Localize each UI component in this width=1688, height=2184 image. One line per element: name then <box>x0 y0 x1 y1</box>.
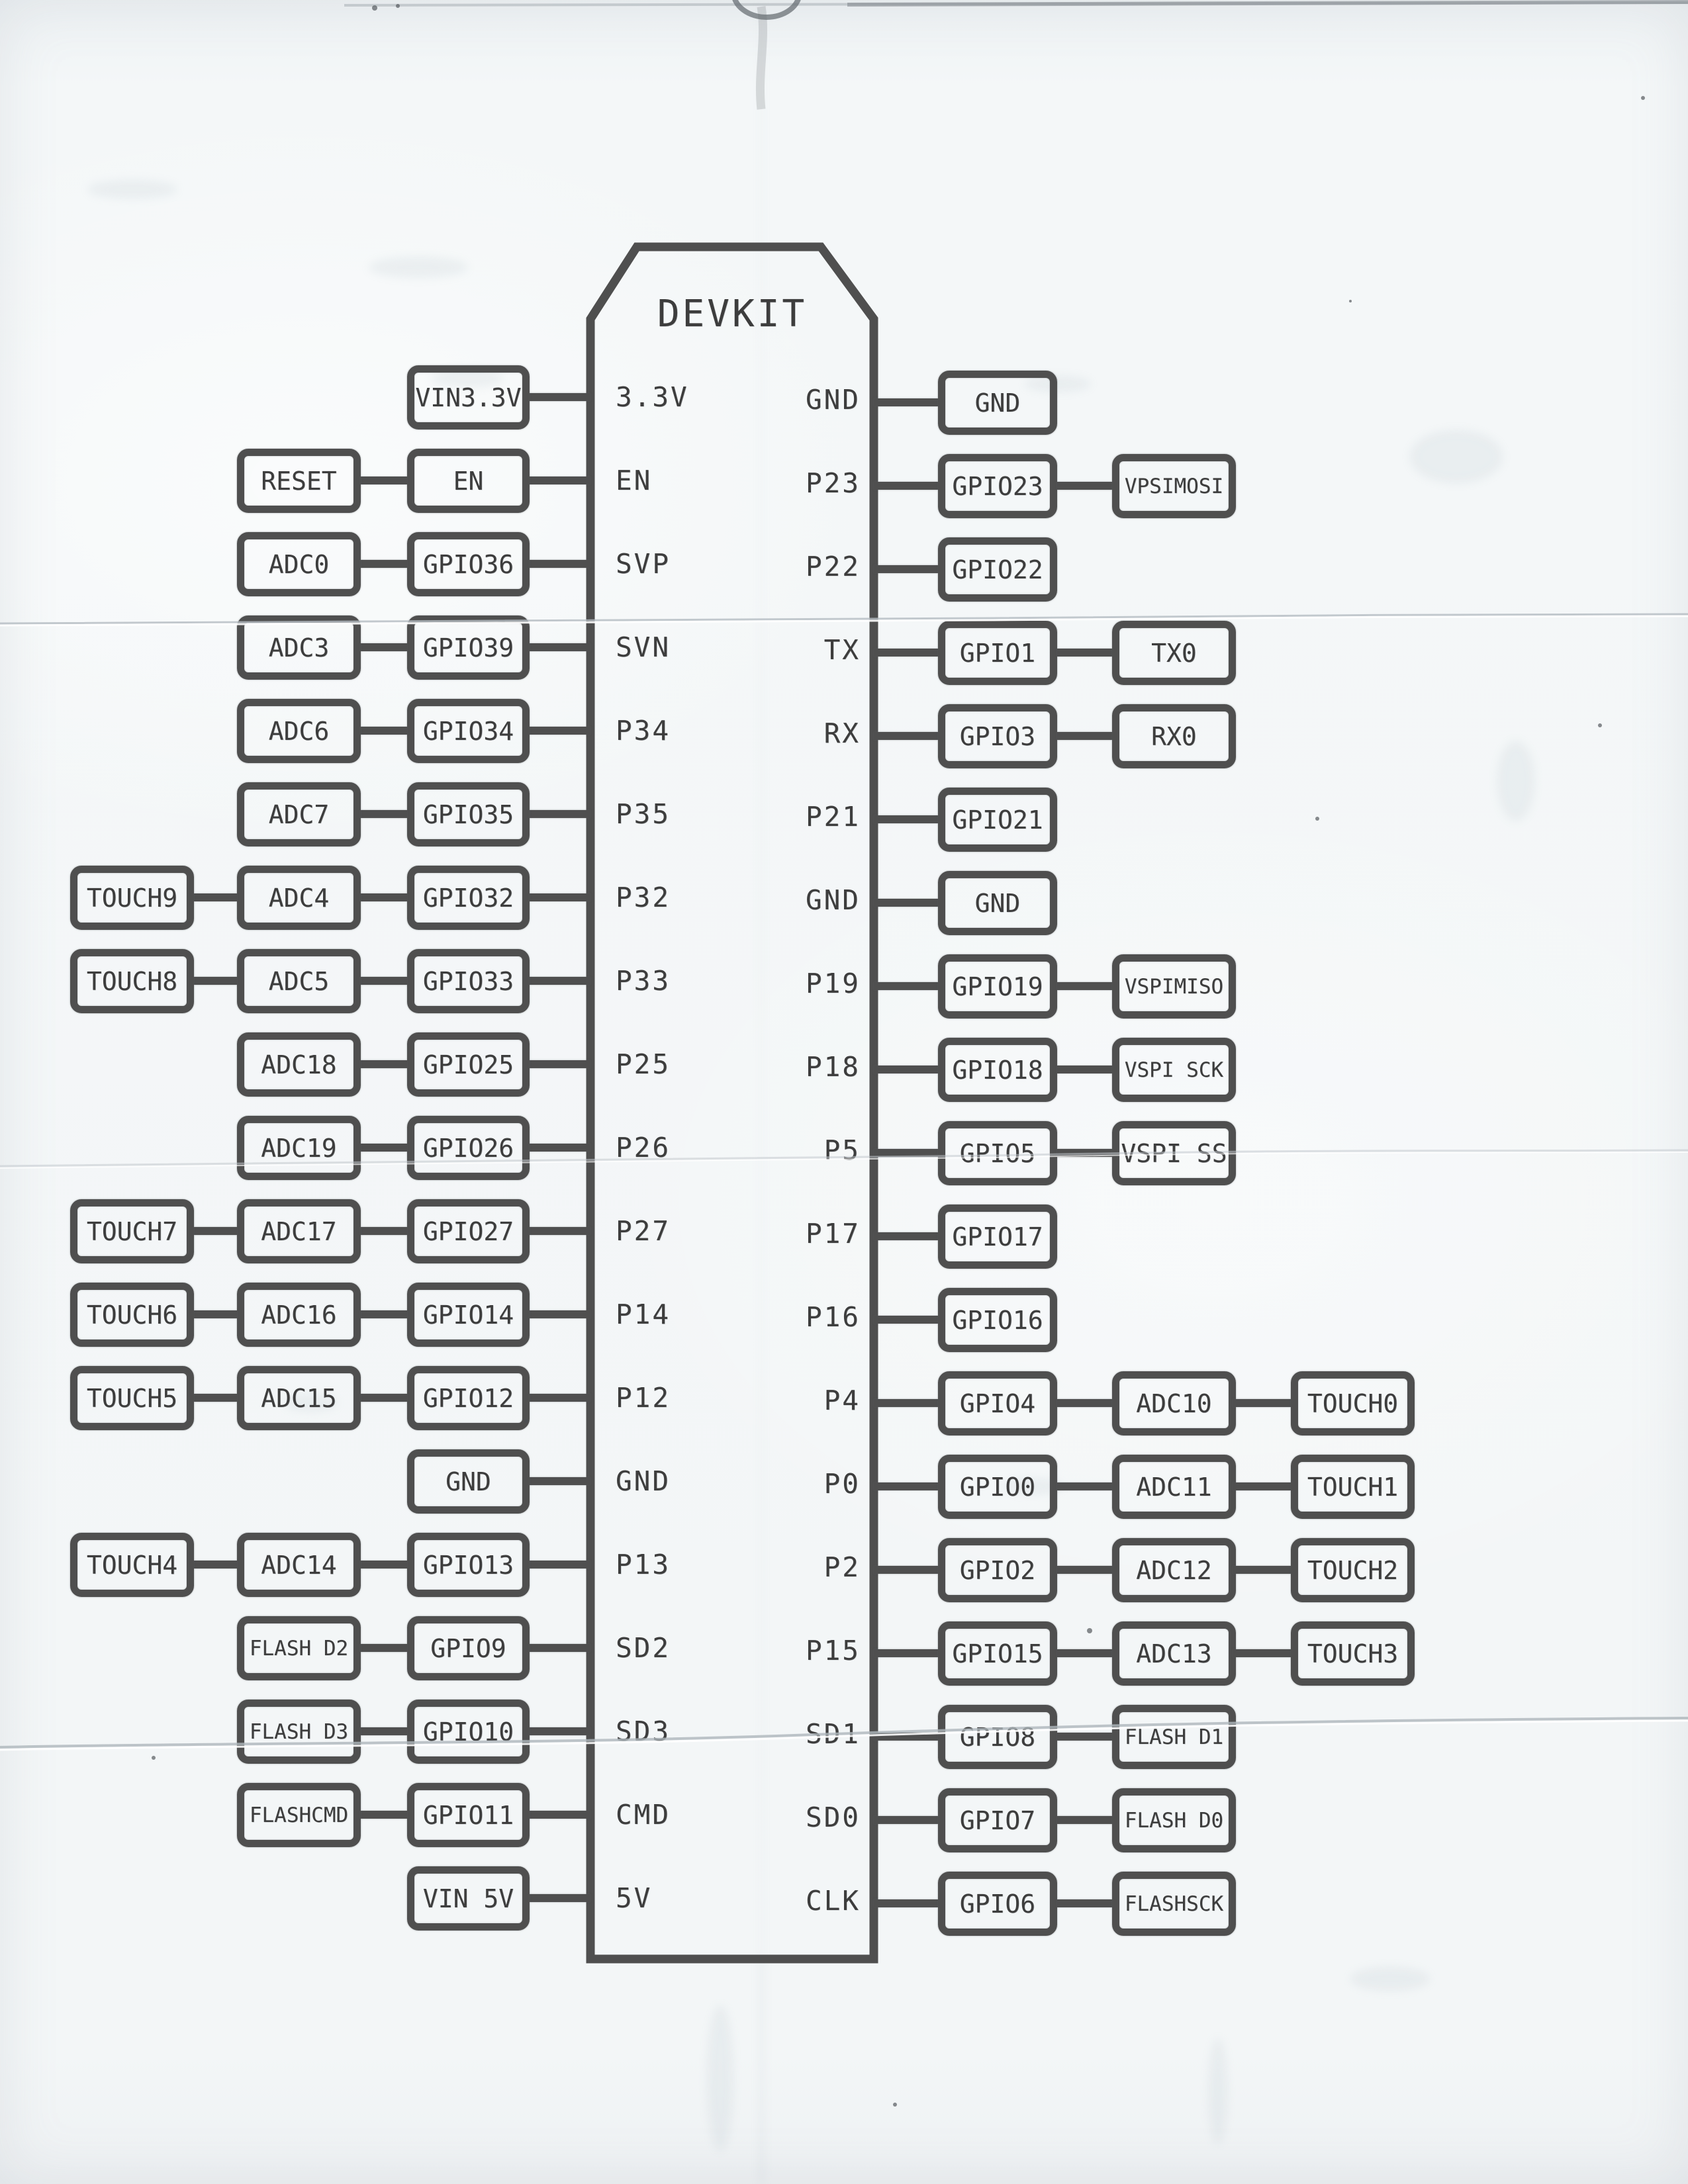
box-adc0: ADC0 <box>237 532 361 596</box>
wire <box>874 732 938 740</box>
box-flashcmd: FLASHCMD <box>237 1783 361 1847</box>
box-gpio3: GPIO3 <box>938 704 1057 768</box>
wire <box>874 1399 938 1407</box>
wire <box>1057 649 1112 657</box>
box-flashsck: FLASHSCK <box>1112 1872 1236 1936</box>
wire <box>874 482 938 490</box>
box-adc11: ADC11 <box>1112 1455 1236 1519</box>
wire <box>530 727 590 735</box>
chip-body <box>590 247 874 1959</box>
pin-right-p18: P18 <box>805 1051 861 1083</box>
punch-hole-mark <box>733 0 800 17</box>
box-gpio27: GPIO27 <box>407 1199 530 1263</box>
box-gpio18: GPIO18 <box>938 1038 1057 1102</box>
box-adc10: ADC10 <box>1112 1371 1236 1435</box>
box-gnd: GND <box>938 871 1057 935</box>
pin-right-p4: P4 <box>823 1385 861 1416</box>
ink-speck <box>152 4 1645 2107</box>
wire <box>1057 1899 1112 1907</box>
pin-left-p13: P13 <box>616 1549 671 1580</box>
wire <box>530 1894 590 1902</box>
box-rx0: RX0 <box>1112 704 1236 768</box>
box-gpio13: GPIO13 <box>407 1533 530 1597</box>
box-touch6: TOUCH6 <box>70 1283 194 1347</box>
wire <box>194 1227 237 1235</box>
wire <box>530 1811 590 1819</box>
box-vspi-ss: VSPI SS <box>1112 1121 1236 1185</box>
box-adc16: ADC16 <box>237 1283 361 1347</box>
wire <box>194 1561 237 1569</box>
wire <box>361 643 407 651</box>
pin-right-p23: P23 <box>805 467 861 499</box>
box-adc5: ADC5 <box>237 949 361 1013</box>
box-vpsimosi: VPSIMOSI <box>1112 454 1236 518</box>
wire <box>194 1394 237 1402</box>
pin-right-gnd: GND <box>805 884 861 916</box>
wire <box>530 477 590 484</box>
wire <box>530 1477 590 1485</box>
wire <box>194 977 237 985</box>
pin-left-svn: SVN <box>616 631 671 663</box>
box-vin-5v: VIN 5V <box>407 1866 530 1931</box>
box-vspi-sck: VSPI SCK <box>1112 1038 1236 1102</box>
wire <box>874 1733 938 1741</box>
wire <box>361 727 407 735</box>
wire <box>1233 1649 1291 1657</box>
box-gpio32: GPIO32 <box>407 866 530 930</box>
box-vspimiso: VSPIMISO <box>1112 954 1236 1019</box>
box-gpio16: GPIO16 <box>938 1288 1057 1352</box>
box-gnd: GND <box>407 1449 530 1514</box>
wire <box>361 1144 407 1152</box>
box-touch5: TOUCH5 <box>70 1366 194 1430</box>
box-adc6: ADC6 <box>237 699 361 763</box>
wire <box>1057 1399 1112 1407</box>
wire <box>530 1727 590 1735</box>
wire <box>1057 1816 1112 1824</box>
box-tx0: TX0 <box>1112 621 1236 685</box>
box-adc3: ADC3 <box>237 615 361 680</box>
chip-title: DEVKIT <box>657 293 808 336</box>
wire <box>361 1310 407 1318</box>
box-touch9: TOUCH9 <box>70 866 194 930</box>
pin-left-p32: P32 <box>616 882 671 913</box>
box-gpio17: GPIO17 <box>938 1205 1057 1269</box>
pin-right-p2: P2 <box>823 1551 861 1583</box>
wire <box>361 560 407 568</box>
box-gpio35: GPIO35 <box>407 782 530 846</box>
box-gpio2: GPIO2 <box>938 1538 1057 1602</box>
box-adc17: ADC17 <box>237 1199 361 1263</box>
box-gpio8: GPIO8 <box>938 1705 1057 1769</box>
wire <box>1057 1149 1112 1157</box>
pin-left-p34: P34 <box>616 715 671 747</box>
pin-right-tx: TX <box>823 634 861 666</box>
pin-right-sd1: SD1 <box>805 1718 861 1750</box>
wire <box>361 1561 407 1569</box>
box-gpio6: GPIO6 <box>938 1872 1057 1936</box>
pin-right-rx: RX <box>823 717 861 749</box>
box-touch7: TOUCH7 <box>70 1199 194 1263</box>
pin-left-sd2: SD2 <box>616 1632 671 1664</box>
wire <box>1233 1482 1291 1490</box>
wire <box>874 1816 938 1824</box>
pin-right-p21: P21 <box>805 801 861 833</box>
wire <box>361 810 407 818</box>
box-adc14: ADC14 <box>237 1533 361 1597</box>
pin-left-p27: P27 <box>616 1215 671 1247</box>
wire <box>530 893 590 901</box>
box-gpio12: GPIO12 <box>407 1366 530 1430</box>
wire <box>361 1644 407 1652</box>
wire <box>874 815 938 823</box>
box-adc15: ADC15 <box>237 1366 361 1430</box>
wire <box>530 1394 590 1402</box>
pin-left-p35: P35 <box>616 798 671 830</box>
wire <box>530 977 590 985</box>
box-touch0: TOUCH0 <box>1291 1371 1415 1435</box>
box-gpio15: GPIO15 <box>938 1621 1057 1686</box>
wire <box>530 1644 590 1652</box>
wire <box>194 893 237 901</box>
wire <box>1233 1566 1291 1574</box>
box-gpio25: GPIO25 <box>407 1032 530 1097</box>
box-gpio7: GPIO7 <box>938 1788 1057 1852</box>
box-adc19: ADC19 <box>237 1116 361 1180</box>
box-reset: RESET <box>237 449 361 513</box>
wire <box>1057 1566 1112 1574</box>
pin-right-p16: P16 <box>805 1301 861 1333</box>
wire <box>361 1811 407 1819</box>
wire <box>361 1727 407 1735</box>
box-gpio0: GPIO0 <box>938 1455 1057 1519</box>
box-en: EN <box>407 449 530 513</box>
box-gpio4: GPIO4 <box>938 1371 1057 1435</box>
box-gpio39: GPIO39 <box>407 615 530 680</box>
pin-right-p0: P0 <box>823 1468 861 1500</box>
pin-left-cmd: CMD <box>616 1799 671 1831</box>
pin-right-p19: P19 <box>805 968 861 999</box>
wire <box>361 477 407 484</box>
wire <box>530 1561 590 1569</box>
wire <box>530 1227 590 1235</box>
box-gpio5: GPIO5 <box>938 1121 1057 1185</box>
pin-left-sd3: SD3 <box>616 1715 671 1747</box>
wire <box>530 1060 590 1068</box>
wire <box>874 565 938 573</box>
wire <box>874 899 938 907</box>
wire <box>361 1227 407 1235</box>
pin-right-p15: P15 <box>805 1635 861 1666</box>
box-gpio9: GPIO9 <box>407 1616 530 1680</box>
pin-right-p5: P5 <box>823 1134 861 1166</box>
box-gpio21: GPIO21 <box>938 788 1057 852</box>
box-gpio19: GPIO19 <box>938 954 1057 1019</box>
box-gnd: GND <box>938 371 1057 435</box>
wire <box>1057 482 1112 490</box>
punch-hole-smudge <box>760 7 763 109</box>
wire <box>874 1316 938 1324</box>
wire <box>530 810 590 818</box>
wire <box>874 1566 938 1574</box>
wire <box>874 1149 938 1157</box>
wire <box>1057 732 1112 740</box>
wire <box>874 982 938 990</box>
pin-left-p33: P33 <box>616 965 671 997</box>
wire <box>361 1394 407 1402</box>
pin-right-p17: P17 <box>805 1218 861 1250</box>
box-flash-d1: FLASH D1 <box>1112 1705 1236 1769</box>
pin-left-p25: P25 <box>616 1048 671 1080</box>
box-adc12: ADC12 <box>1112 1538 1236 1602</box>
box-adc13: ADC13 <box>1112 1621 1236 1686</box>
box-flash-d3: FLASH D3 <box>237 1700 361 1764</box>
wire <box>194 1310 237 1318</box>
wire <box>874 649 938 657</box>
box-gpio23: GPIO23 <box>938 454 1057 518</box>
wire <box>530 1144 590 1152</box>
box-gpio14: GPIO14 <box>407 1283 530 1347</box>
wire <box>361 1060 407 1068</box>
wire <box>1057 1482 1112 1490</box>
box-touch3: TOUCH3 <box>1291 1621 1415 1686</box>
wire <box>361 893 407 901</box>
pin-left-en: EN <box>616 465 653 496</box>
box-gpio10: GPIO10 <box>407 1700 530 1764</box>
box-adc7: ADC7 <box>237 782 361 846</box>
box-touch1: TOUCH1 <box>1291 1455 1415 1519</box>
wire <box>874 398 938 406</box>
box-touch2: TOUCH2 <box>1291 1538 1415 1602</box>
wire <box>874 1482 938 1490</box>
wire <box>530 643 590 651</box>
wire <box>1057 1649 1112 1657</box>
pin-left-svp: SVP <box>616 548 671 580</box>
box-gpio1: GPIO1 <box>938 621 1057 685</box>
box-gpio33: GPIO33 <box>407 949 530 1013</box>
wire <box>1233 1399 1291 1407</box>
wire <box>530 393 590 401</box>
box-gpio26: GPIO26 <box>407 1116 530 1180</box>
page-edge-line <box>344 2 1688 5</box>
wire <box>874 1232 938 1240</box>
wire <box>1057 982 1112 990</box>
wire <box>1057 1066 1112 1073</box>
pin-left-3-3v: 3.3V <box>616 381 689 413</box>
pin-left-5v: 5V <box>616 1882 653 1914</box>
wire <box>530 560 590 568</box>
pin-left-p14: P14 <box>616 1298 671 1330</box>
pin-left-p12: P12 <box>616 1382 671 1414</box>
wire <box>1057 1733 1112 1741</box>
box-vin3-3v: VIN3.3V <box>407 365 530 430</box>
box-flash-d2: FLASH D2 <box>237 1616 361 1680</box>
box-gpio11: GPIO11 <box>407 1783 530 1847</box>
pin-right-clk: CLK <box>805 1885 861 1917</box>
wire <box>874 1066 938 1073</box>
box-gpio34: GPIO34 <box>407 699 530 763</box>
wire <box>530 1310 590 1318</box>
wire <box>874 1899 938 1907</box>
wire <box>874 1649 938 1657</box>
box-gpio22: GPIO22 <box>938 537 1057 602</box>
box-adc4: ADC4 <box>237 866 361 930</box>
wire <box>361 977 407 985</box>
pin-right-gnd: GND <box>805 384 861 416</box>
box-adc18: ADC18 <box>237 1032 361 1097</box>
pin-right-sd0: SD0 <box>805 1801 861 1833</box>
box-touch8: TOUCH8 <box>70 949 194 1013</box>
pin-left-p26: P26 <box>616 1132 671 1163</box>
pin-right-p22: P22 <box>805 551 861 582</box>
box-gpio36: GPIO36 <box>407 532 530 596</box>
box-flash-d0: FLASH D0 <box>1112 1788 1236 1852</box>
pin-left-gnd: GND <box>616 1465 671 1497</box>
box-touch4: TOUCH4 <box>70 1533 194 1597</box>
